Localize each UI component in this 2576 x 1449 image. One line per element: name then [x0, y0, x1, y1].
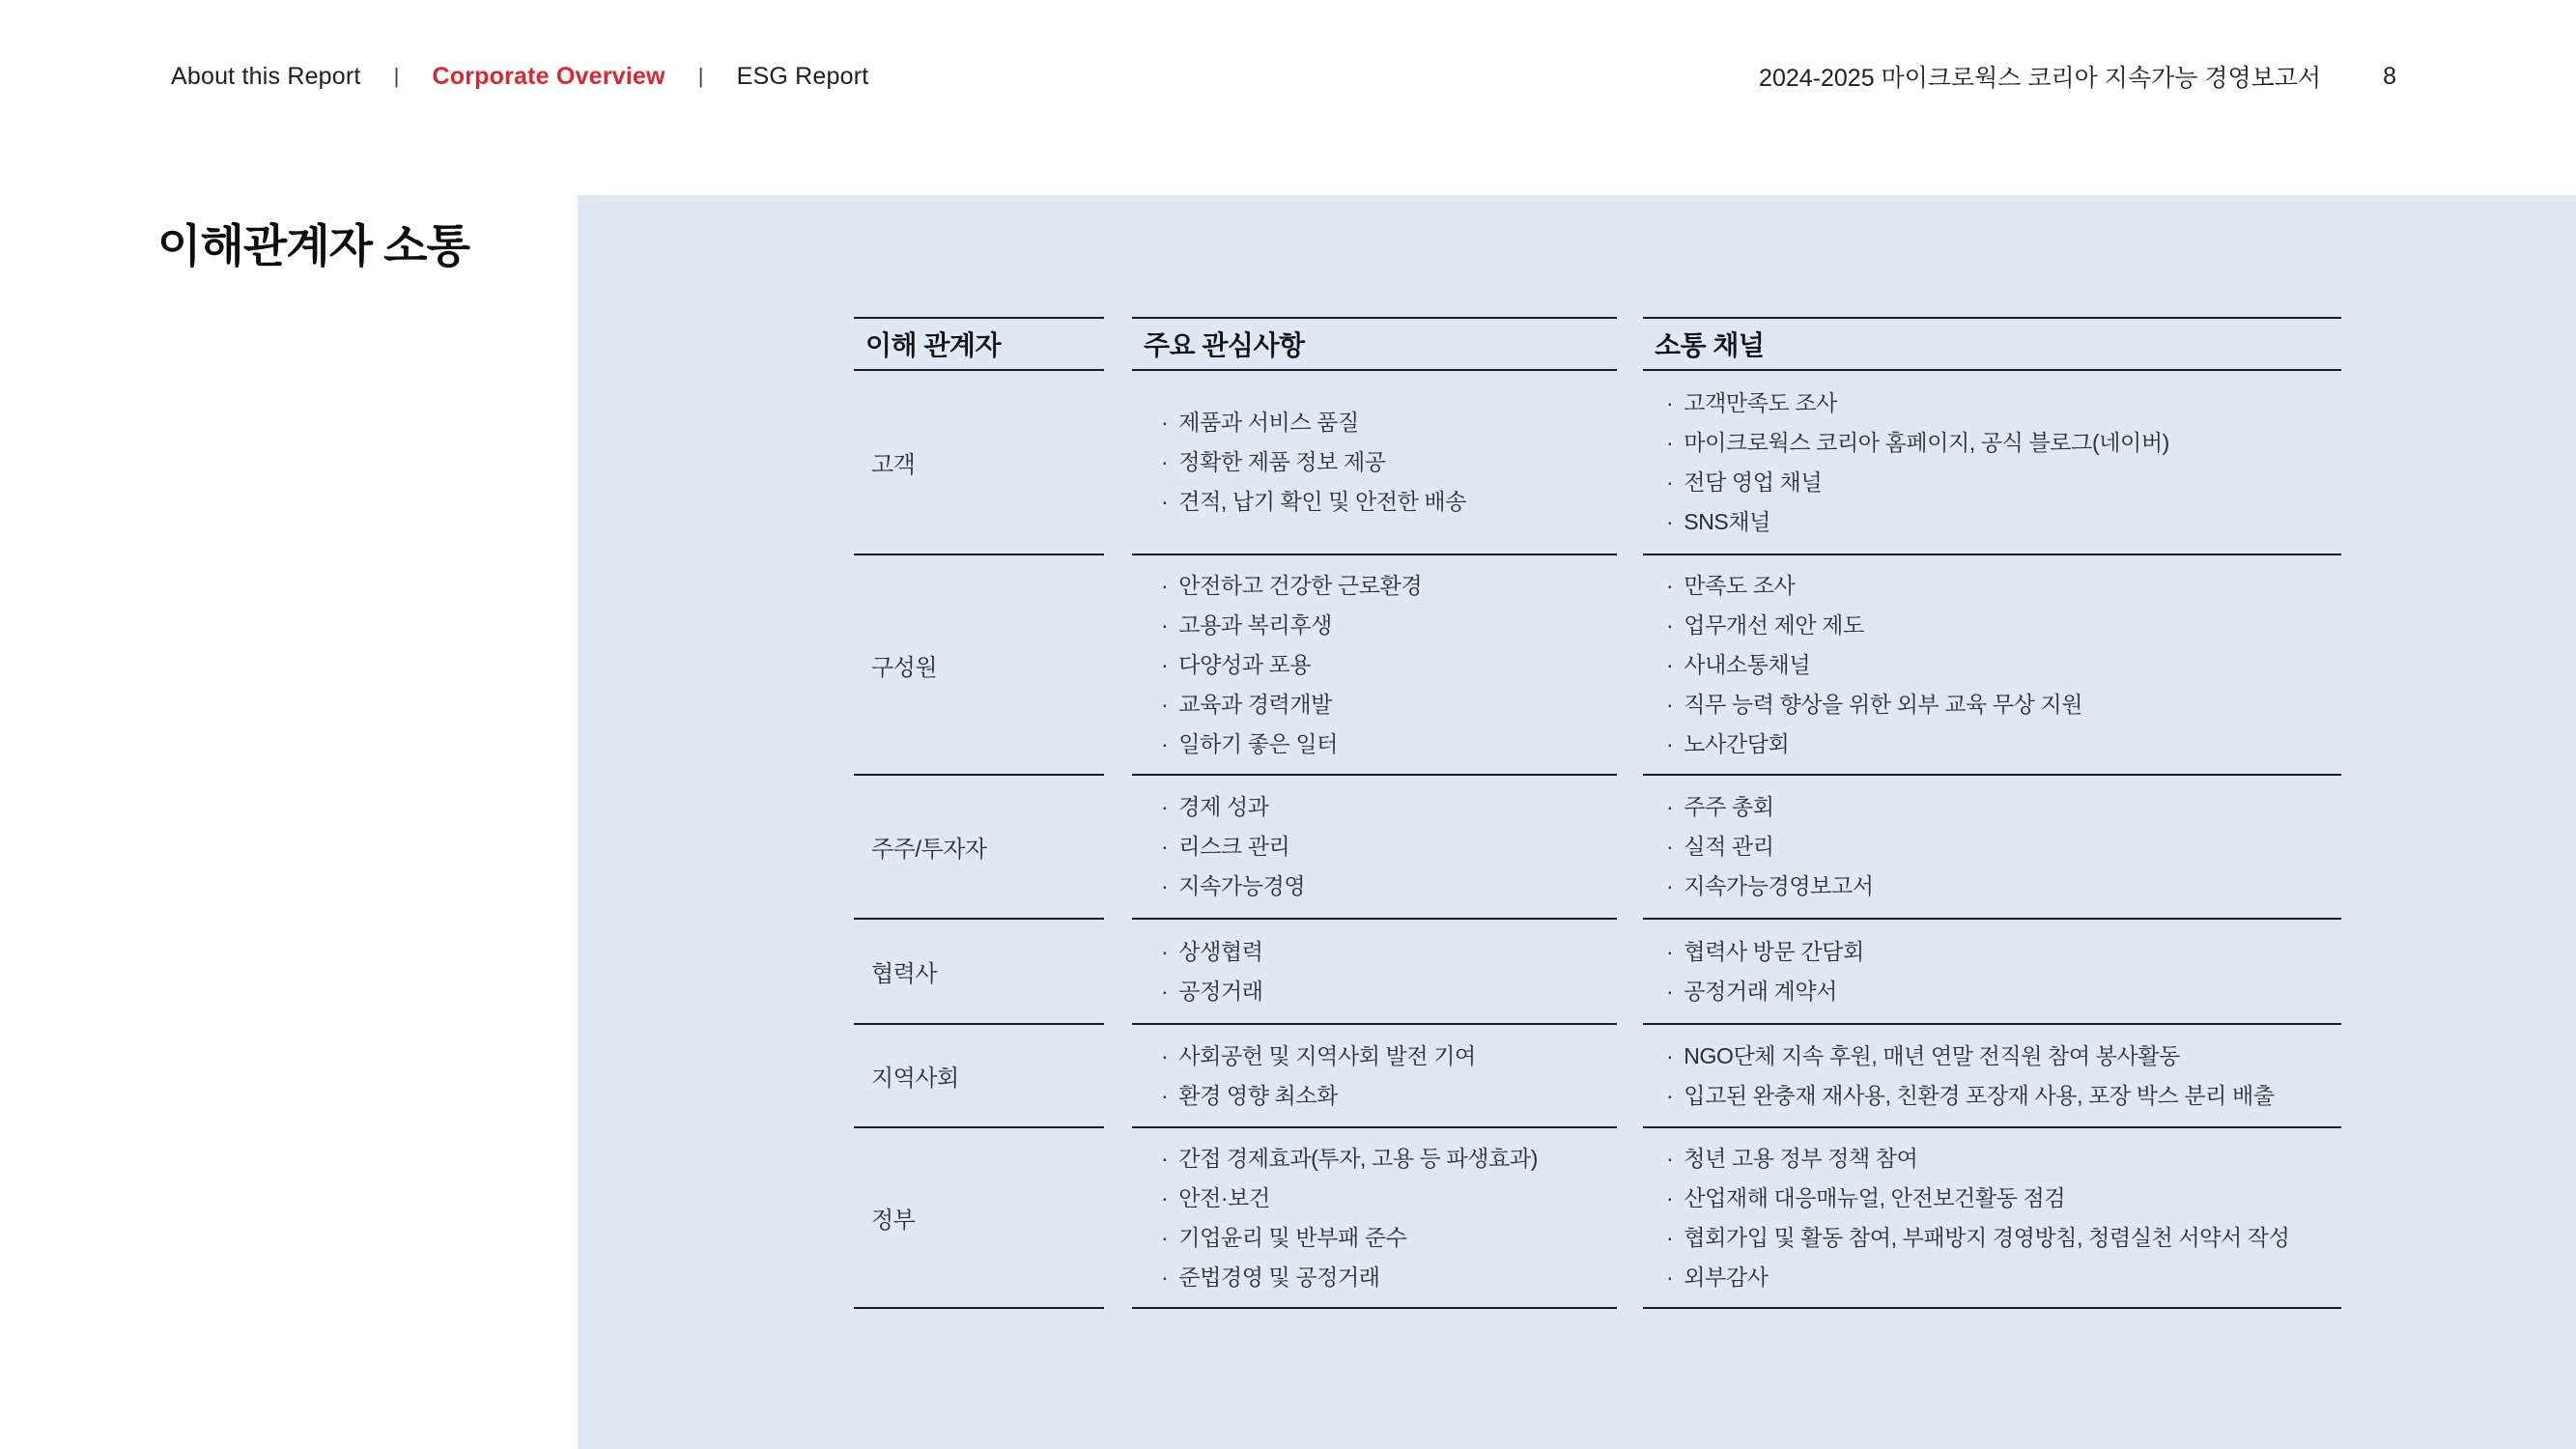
- column-gap: [1617, 776, 1643, 920]
- list-item: · 정확한 제품 정보 제공: [1161, 449, 1386, 474]
- stakeholder-label: 지역사회: [871, 1065, 959, 1092]
- list-item: · 간접 경제효과(투자, 고용 등 파생효과): [1161, 1145, 1539, 1171]
- bullet-dot: ·: [1666, 834, 1674, 859]
- list-item: · NGO단체 지속 후원, 매년 연말 전직원 참여 봉사활동: [1666, 1042, 2180, 1068]
- interests-list: [1132, 787, 1617, 906]
- list-item: · 안전하고 건강한 근로환경: [1161, 572, 1423, 598]
- list-item: · 고용과 복리후생: [1161, 611, 1332, 638]
- nav-about-this-report[interactable]: About this Report: [171, 62, 361, 90]
- table-row: [854, 776, 2341, 920]
- interests-list: [1132, 566, 1617, 764]
- channels-cell: [1643, 776, 2341, 920]
- list-item: · 경제 성과: [1161, 794, 1269, 819]
- bullet-dot: ·: [1666, 572, 1674, 598]
- table-header-row: [854, 317, 2341, 371]
- list-item: · SNS채널: [1666, 508, 1770, 534]
- bullet-dot: ·: [1161, 834, 1169, 859]
- list-item: · 공정거래: [1161, 978, 1263, 1004]
- report-title: 2024-2025 마이크로웍스 코리아 지속가능 경영보고서: [1759, 65, 2322, 92]
- bullet-dot: ·: [1161, 1082, 1169, 1108]
- interests-cell: [1132, 555, 1617, 776]
- list-item: · 다양성과 포용: [1161, 651, 1312, 677]
- list-item: · 사내소통채널: [1666, 651, 1811, 677]
- bullet-dot: ·: [1161, 611, 1169, 638]
- stakeholder-label: 구성원: [871, 654, 938, 681]
- list-item: · 산업재해 대응매뉴얼, 안전보건활동 점검: [1666, 1184, 2066, 1210]
- interests-list: [1132, 1139, 1617, 1297]
- list-item: · 전담 영업 채널: [1666, 469, 1823, 495]
- channels-cell: [1643, 1025, 2341, 1128]
- bullet-dot: ·: [1161, 1184, 1169, 1210]
- channels-list: [1643, 566, 2341, 764]
- bullet-dot: ·: [1666, 730, 1674, 756]
- bullet-dot: ·: [1666, 389, 1674, 415]
- bullet-dot: ·: [1666, 469, 1674, 495]
- table-row: [854, 1128, 2341, 1309]
- stakeholder-label: 주주/투자자: [871, 837, 987, 863]
- column-gap: [1104, 776, 1132, 920]
- list-item: · 마이크로웍스 코리아 홈페이지, 공식 블로그(네이버): [1666, 429, 2169, 455]
- list-item: · 리스크 관리: [1161, 834, 1290, 859]
- bullet-dot: ·: [1161, 978, 1169, 1004]
- channels-list: [1643, 932, 2341, 1011]
- list-item: · 사회공헌 및 지역사회 발전 기여: [1161, 1042, 1476, 1068]
- column-gap: [1617, 1025, 1643, 1128]
- nav-esg-report[interactable]: ESG Report: [736, 62, 869, 90]
- stakeholder-cell: [854, 1128, 1104, 1309]
- channels-cell: [1643, 920, 2341, 1025]
- page-title: 이해관계자 소통: [157, 220, 469, 271]
- stakeholder-table-body: [854, 371, 2341, 1309]
- list-item: · 협회가입 및 활동 참여, 부패방지 경영방침, 청렴실천 서약서 작성: [1666, 1224, 2290, 1250]
- channels-list: [1643, 787, 2341, 906]
- column-gap: [1617, 1128, 1643, 1309]
- bullet-dot: ·: [1161, 651, 1169, 677]
- bullet-dot: ·: [1161, 794, 1169, 819]
- bullet-dot: ·: [1161, 449, 1169, 474]
- stakeholder-label: 협력사: [871, 961, 938, 987]
- list-item: · 노사간담회: [1666, 730, 1790, 756]
- list-item: · 교육과 경력개발: [1161, 691, 1332, 717]
- column-gap: [1617, 555, 1643, 776]
- column-gap: [1104, 371, 1132, 555]
- stakeholder-cell: [854, 920, 1104, 1025]
- column-gap: [1617, 371, 1643, 555]
- column-header-interests: 주요 관심사항: [1144, 330, 1305, 360]
- bullet-dot: ·: [1666, 1042, 1674, 1068]
- bullet-dot: ·: [1161, 489, 1169, 514]
- bullet-dot: ·: [1666, 1082, 1674, 1108]
- table-row: [854, 1025, 2341, 1128]
- bullet-dot: ·: [1666, 978, 1674, 1004]
- page-number: 8: [2383, 62, 2396, 90]
- bullet-dot: ·: [1161, 873, 1169, 898]
- channels-cell: [1643, 371, 2341, 555]
- top-navigation: [171, 58, 868, 95]
- table-row: [854, 371, 2341, 555]
- bullet-dot: ·: [1666, 429, 1674, 455]
- list-item: · 공정거래 계약서: [1666, 978, 1837, 1004]
- bullet-dot: ·: [1666, 1264, 1674, 1290]
- list-item: · 안전·보건: [1161, 1184, 1270, 1210]
- list-item: · 만족도 조사: [1666, 572, 1796, 598]
- list-item: · 환경 영향 최소화: [1161, 1082, 1338, 1108]
- nav-corporate-overview[interactable]: Corporate Overview: [432, 62, 665, 90]
- list-item: · 상생협력: [1161, 938, 1263, 964]
- table-row: [854, 920, 2341, 1025]
- interests-cell: [1132, 1025, 1617, 1128]
- bullet-dot: ·: [1666, 1145, 1674, 1171]
- interests-list: [1132, 403, 1617, 522]
- interests-cell: [1132, 371, 1617, 555]
- interests-cell: [1132, 776, 1617, 920]
- bullet-dot: ·: [1161, 410, 1169, 435]
- bullet-dot: ·: [1666, 938, 1674, 964]
- list-item: · 협력사 방문 간담회: [1666, 938, 1864, 964]
- interests-list: [1132, 1037, 1617, 1116]
- report-meta: [1759, 58, 2396, 95]
- stakeholder-cell: [854, 1025, 1104, 1128]
- interests-cell: [1132, 920, 1617, 1025]
- column-gap: [1104, 1025, 1132, 1128]
- nav-separator: |: [393, 64, 400, 88]
- channels-cell: [1643, 555, 2341, 776]
- stakeholder-cell: [854, 776, 1104, 920]
- bullet-dot: ·: [1666, 611, 1674, 638]
- list-item: · 제품과 서비스 품질: [1161, 410, 1359, 435]
- stakeholder-cell: [854, 371, 1104, 555]
- list-item: · 고객만족도 조사: [1666, 389, 1837, 415]
- column-header-channels: 소통 채널: [1655, 330, 1765, 360]
- interests-list: [1132, 932, 1617, 1011]
- list-item: · 외부감사: [1666, 1264, 1769, 1290]
- list-item: · 지속가능경영보고서: [1666, 873, 1874, 898]
- column-gap: [1104, 555, 1132, 776]
- bullet-dot: ·: [1161, 1224, 1169, 1250]
- list-item: · 실적 관리: [1666, 834, 1774, 859]
- stakeholder-cell: [854, 555, 1104, 776]
- list-item: · 지속가능경영: [1161, 873, 1306, 898]
- list-item: · 청년 고용 정부 정책 참여: [1666, 1145, 1918, 1171]
- bullet-dot: ·: [1161, 1264, 1169, 1290]
- interests-cell: [1132, 1128, 1617, 1309]
- column-gap: [1104, 1128, 1132, 1309]
- list-item: · 업무개선 제안 제도: [1666, 611, 1864, 638]
- column-gap: [1104, 920, 1132, 1025]
- bullet-dot: ·: [1161, 1042, 1169, 1068]
- list-item: · 직무 능력 향상을 위한 외부 교육 무상 지원: [1666, 691, 2083, 717]
- table-row: [854, 555, 2341, 776]
- list-item: · 일하기 좋은 일터: [1161, 730, 1338, 756]
- channels-list: [1643, 1139, 2341, 1297]
- bullet-dot: ·: [1161, 1145, 1169, 1171]
- bullet-dot: ·: [1666, 794, 1674, 819]
- stakeholder-label: 정부: [871, 1208, 916, 1234]
- bullet-dot: ·: [1666, 873, 1674, 898]
- column-gap: [1617, 920, 1643, 1025]
- bullet-dot: ·: [1161, 938, 1169, 964]
- channels-cell: [1643, 1128, 2341, 1309]
- nav-separator: |: [697, 64, 704, 88]
- list-item: · 견적, 납기 확인 및 안전한 배송: [1161, 489, 1467, 514]
- stakeholder-label: 고객: [871, 452, 916, 478]
- bullet-dot: ·: [1666, 508, 1674, 534]
- bullet-dot: ·: [1666, 1184, 1674, 1210]
- bullet-dot: ·: [1666, 1224, 1674, 1250]
- channels-list: [1643, 1037, 2341, 1116]
- bullet-dot: ·: [1161, 572, 1169, 598]
- list-item: · 준법경영 및 공정거래: [1161, 1264, 1380, 1290]
- bullet-dot: ·: [1161, 730, 1169, 756]
- list-item: · 입고된 완충재 재사용, 친환경 포장재 사용, 포장 박스 분리 배출: [1666, 1082, 2275, 1108]
- channels-list: [1643, 384, 2341, 542]
- bullet-dot: ·: [1666, 691, 1674, 717]
- bullet-dot: ·: [1666, 651, 1674, 677]
- list-item: · 기업윤리 및 반부패 준수: [1161, 1224, 1407, 1250]
- stakeholder-table: [854, 317, 2341, 1309]
- bullet-dot: ·: [1161, 691, 1169, 717]
- list-item: · 주주 총회: [1666, 794, 1774, 819]
- column-header-stakeholder: 이해 관계자: [865, 330, 1002, 360]
